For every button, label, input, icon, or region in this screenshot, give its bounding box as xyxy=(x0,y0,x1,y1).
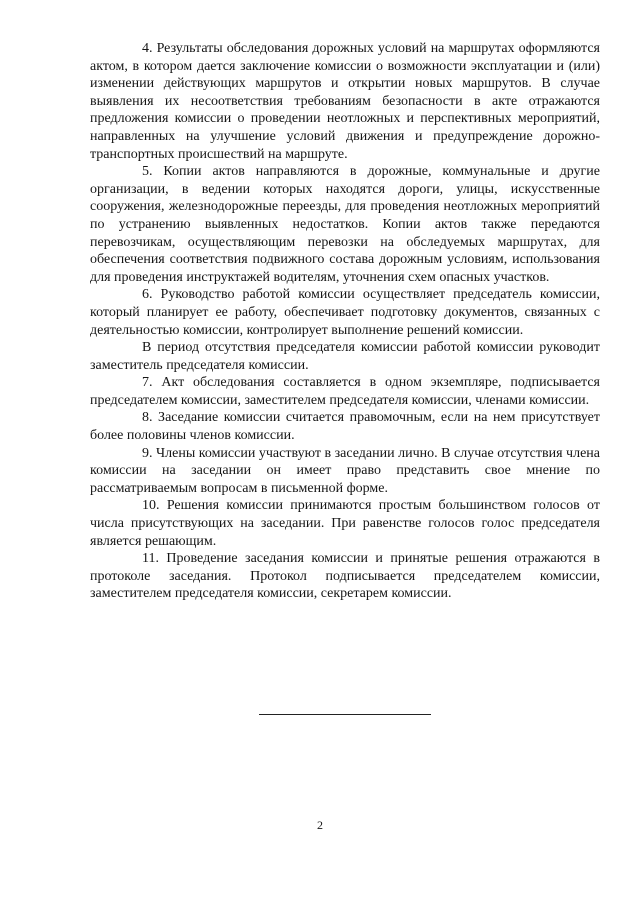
paragraph-8: 8. Заседание комиссии считается правомочным, если на нем присутствует более половины членов комиссии. xyxy=(90,410,600,444)
paragraph-5: 5. Копии актов направляются в дорожные, коммунальные и другие организации, в ведении которых находятся дороги, улицы, искусственные сооружения, железнодорожные переезды, для проведения неотложных мероприятий по устранению выявленных недостатков. Копии актов также передаются перевозчикам, осуществляющим перевозки на обследуемых маршрутах, для обеспечения соответствия подвижного состава дорожным условиям, использования для проведения инструктажей водителям, уточнения схем опасных участков. xyxy=(90,164,600,285)
paragraph-6-continued: В период отсутствия председателя комиссии работой комиссии руководит заместитель председателя комиссии. xyxy=(90,340,600,373)
document-body xyxy=(90,40,600,603)
closing-rule-divider xyxy=(259,714,431,715)
paragraph-7: 7. Акт обследования составляется в одном экземпляре, подписывается председателем комиссии, заместителем председателя комиссии, членами комиссии. xyxy=(90,375,600,408)
paragraph-11: 11. Проведение заседания комиссии и принятые решения отражаются в протоколе заседания. Протокол подписывается председателем комиссии, заместителем председателя комиссии, секретарем комиссии. xyxy=(90,551,600,602)
paragraph-9: 9. Члены комиссии участвуют в заседании лично. В случае отсутствия члена комиссии на заседании он имеет право представить свое мнение по рассматриваемым вопросам в письменной форме. xyxy=(90,445,600,496)
paragraph-6: 6. Руководство работой комиссии осуществляет председатель комиссии, который планирует ее работу, обеспечивает подготовку документов, связанных с деятельностью комиссии, контролирует выполнение решений комиссии. xyxy=(90,287,600,338)
page-number: 2 xyxy=(317,818,323,832)
paragraph-10: 10. Решения комиссии принимаются простым большинством голосов от числа присутствующих на заседании. При равенстве голосов голос председателя является решающим. xyxy=(90,498,600,549)
paragraph-4: 4. Результаты обследования дорожных условий на маршрутах оформляются актом, в котором дается заключение комиссии о возможности эксплуатации и (или) изменении действующих маршрутов и открытии новых маршрутов. В случае выявления их несоответствия требованиям безопасности в акте отражаются предложения комиссии о проведении неотложных и перспективных мероприятий, направленных на улучшение условий движения и предупреждение дорожно-транспортных происшествий на маршруте. xyxy=(90,41,600,162)
